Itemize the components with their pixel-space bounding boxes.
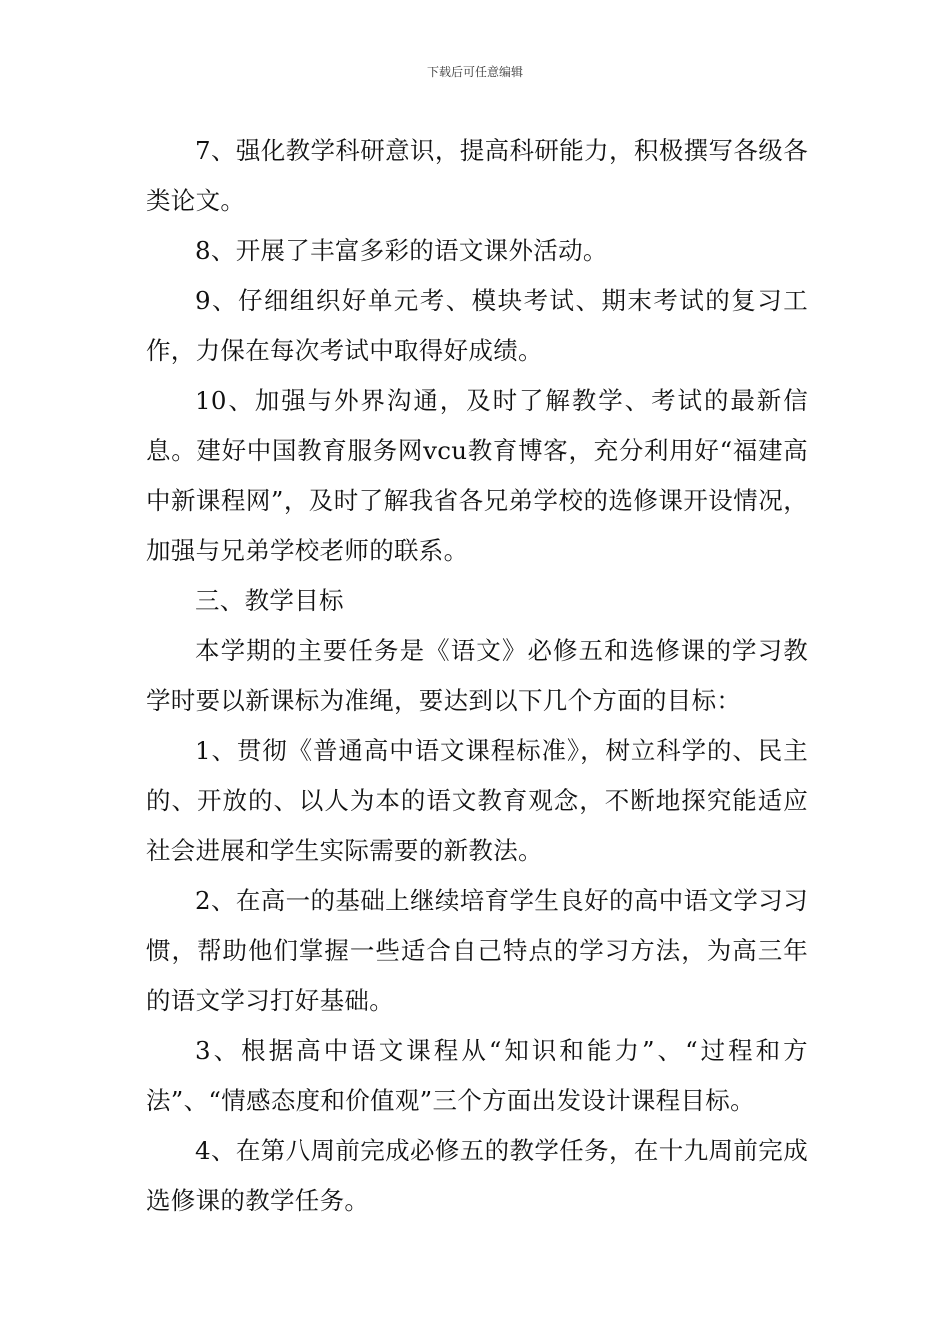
goal-item-2: 2、在高一的基础上继续培育学生良好的高中语文学习习惯，帮助他们掌握一些适合自己特点的学习方法，为高三年的语文学习打好基础。: [146, 886, 808, 1015]
page-header: 下载后可任意编辑: [426, 65, 523, 79]
paragraph-item-9: 9、仔细组织好单元考、模块考试、期末考试的复习工作，力保在每次考试中取得好成绩。: [146, 286, 808, 365]
paragraph-item-8: 8、开展了丰富多彩的语文课外活动。: [195, 236, 608, 265]
paragraph-item-7: 7、强化教学科研意识，提高科研能力，积极撰写各级各类论文。: [146, 136, 808, 215]
goal-item-3: 3、根据高中语文课程从“知识和能力”、“过程和方法”、“情感态度和价值观”三个方面出发设计课程目标。: [146, 1036, 808, 1115]
section-heading-teaching-goals: 三、教学目标: [195, 586, 344, 615]
paragraph-item-10: 10、加强与外界沟通，及时了解教学、考试的最新信息。建好中国教育服务网vcu教育博客，充分利用好“福建高中新课程网”，及时了解我省各兄弟学校的选修课开设情况，加强与兄弟学校老师的联系。: [146, 386, 808, 565]
document-body: [146, 126, 808, 1226]
paragraph-main-task: 本学期的主要任务是《语文》必修五和选修课的学习教学时要以新课标为准绳，要达到以下几个方面的目标：: [146, 636, 808, 715]
goal-item-4: 4、在第八周前完成必修五的教学任务，在十九周前完成选修课的教学任务。: [146, 1136, 808, 1215]
goal-item-1: 1、贯彻《普通高中语文课程标准》，树立科学的、民主的、开放的、以人为本的语文教育观念，不断地探究能适应社会进展和学生实际需要的新教法。: [146, 736, 808, 865]
